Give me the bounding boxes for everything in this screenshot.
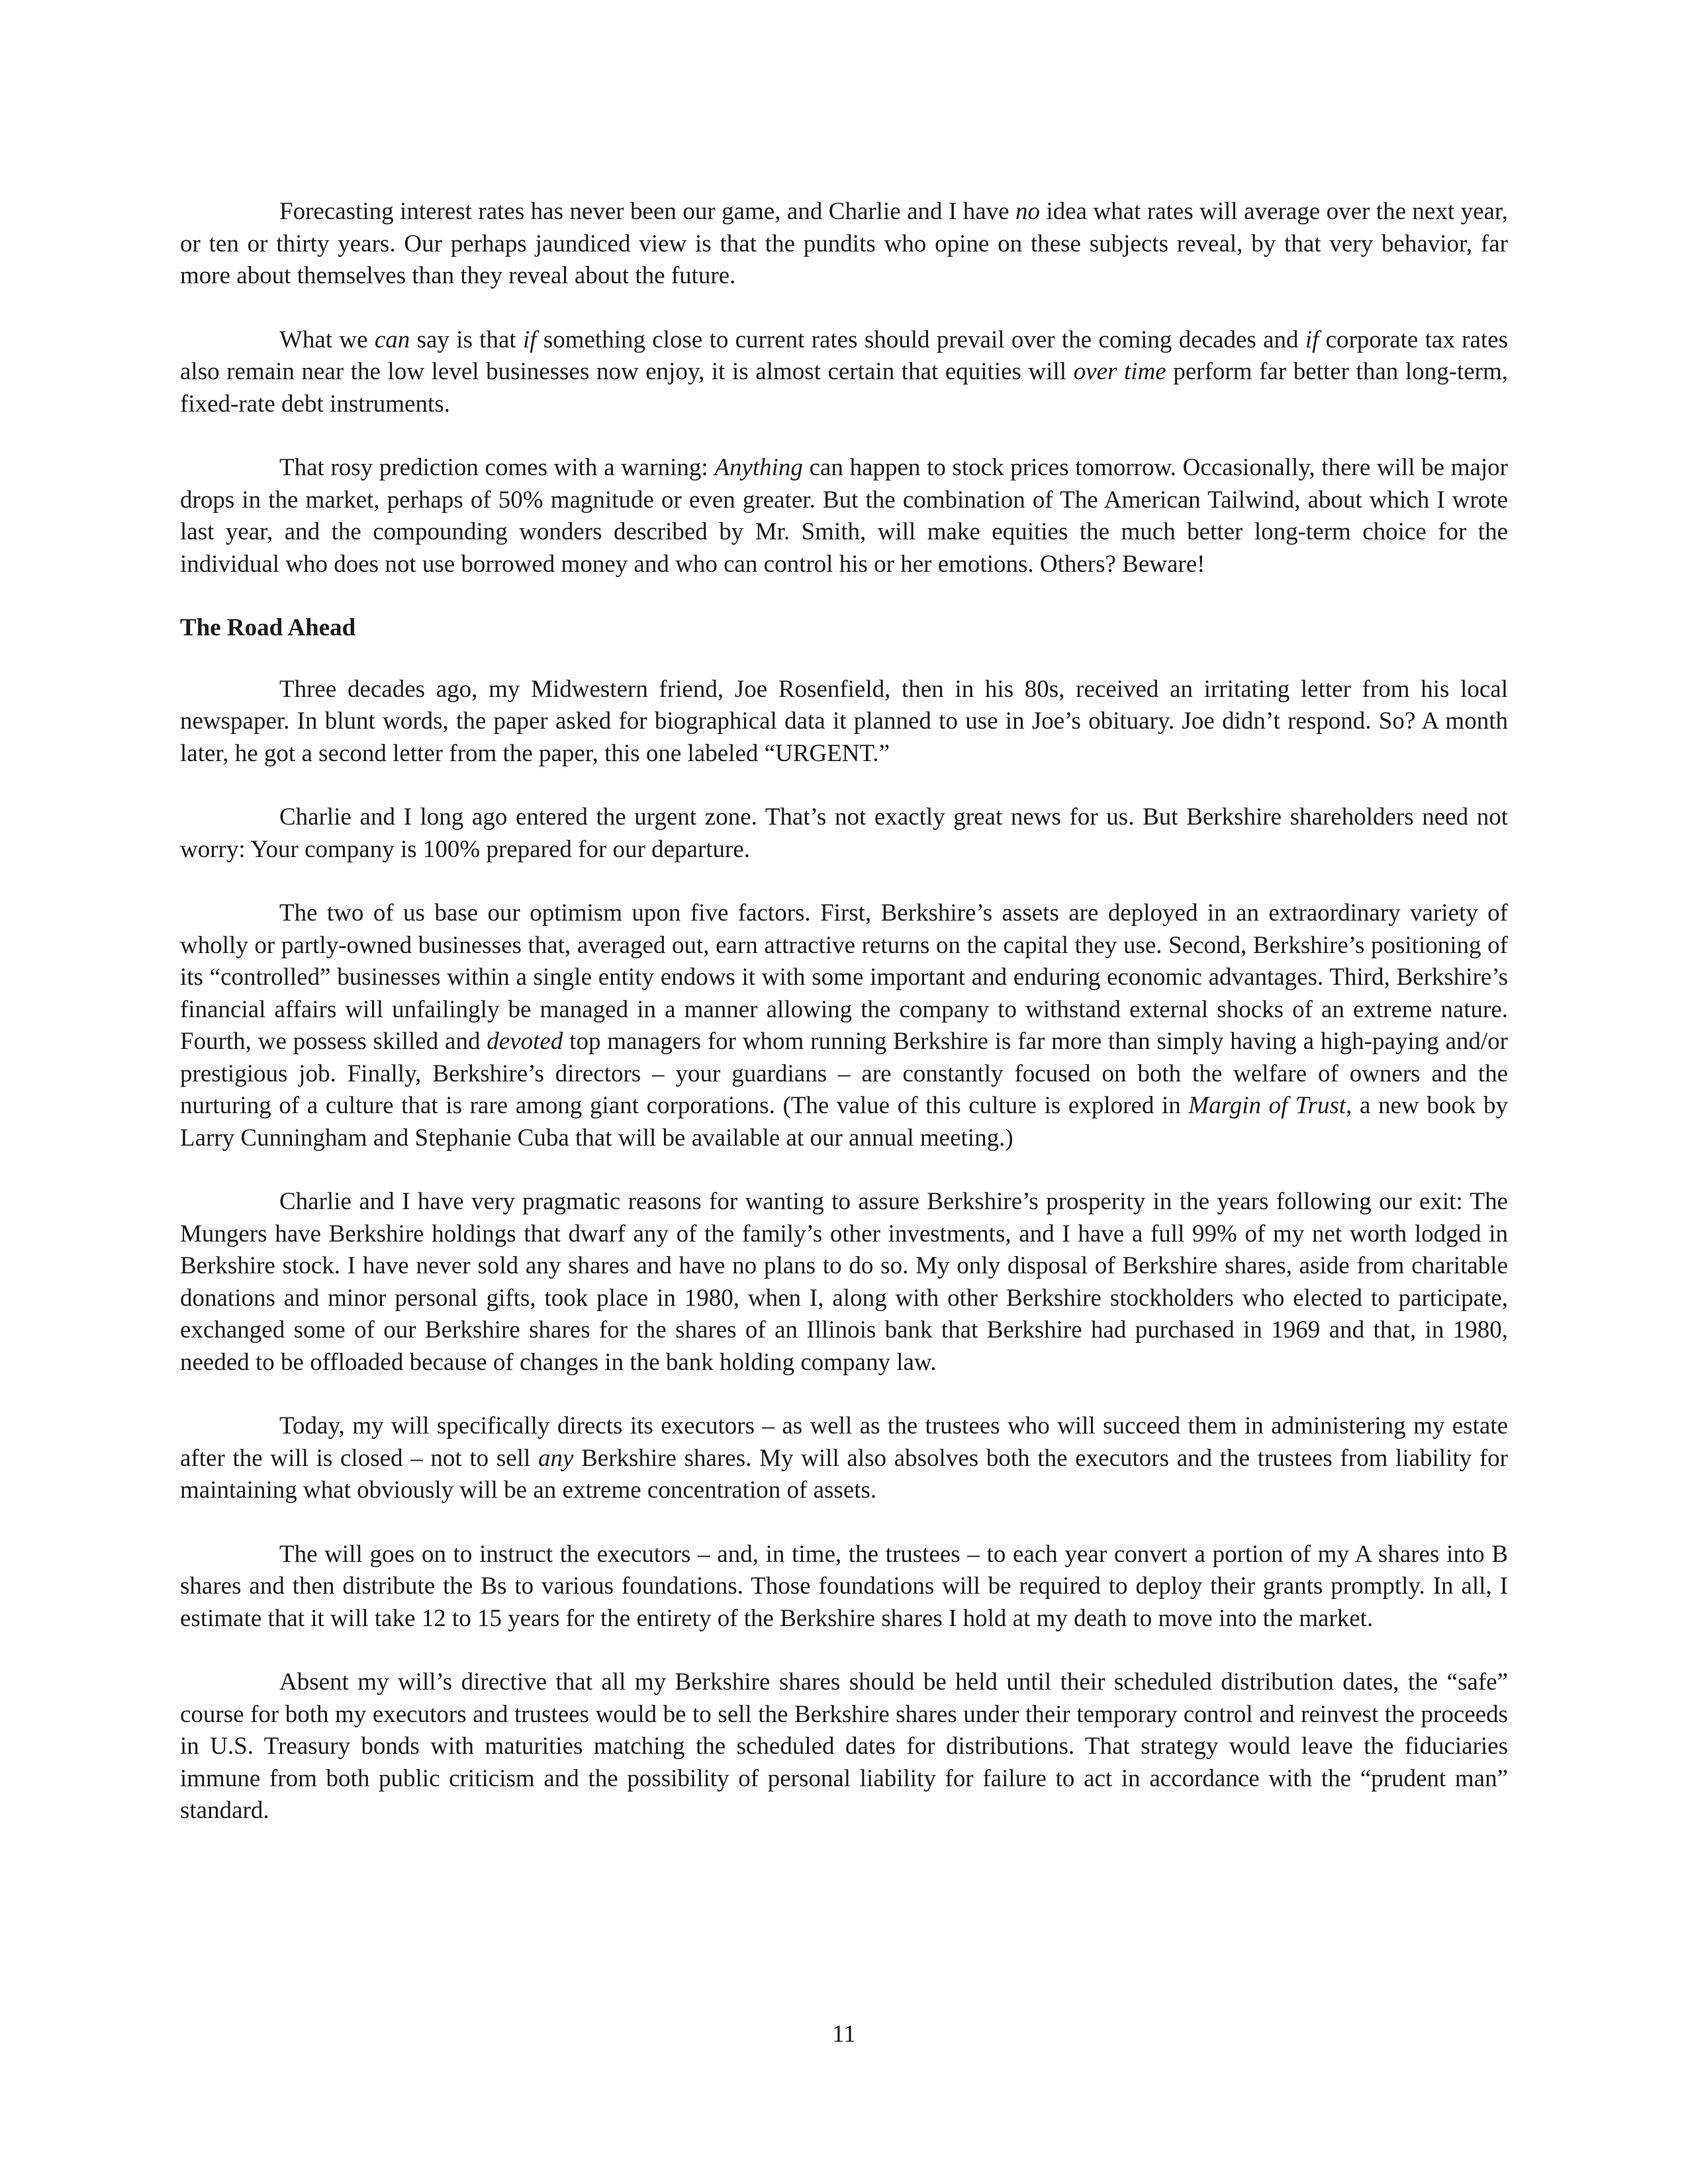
body-paragraph	[180, 1410, 1508, 1507]
paragraph-text: Forecasting interest rates has never been our game, and Charlie and I have	[279, 198, 1016, 225]
body-paragraph	[180, 897, 1508, 1154]
paragraph-text: The will goes on to instruct the executors – and, in time, the trustees – to each year convert a portion of my A shares into B shares and then distribute the Bs to various foundations. Those foundations will be required to deploy their grants promptly. In all, I estimate that it will take 12 to 15 years for the entirety of the Berkshire shares I hold at my death to move into the market.	[180, 1540, 1508, 1632]
paragraph-text: Charlie and I have very pragmatic reasons for wanting to assure Berkshire’s prosperity in the years following our exit: The Mungers have Berkshire holdings that dwarf any of the family’s other investments, and I have a full 99% of my net worth lodged in Berkshire stock. I have never sold any shares and have no plans to do so. My only disposal of Berkshire shares, aside from charitable donations and minor personal gifts, took place in 1980, when I, along with other Berkshire stockholders who elected to participate, exchanged some of our Berkshire shares for the shares of an Illinois bank that Berkshire had purchased in 1969 and that, in 1980, needed to be offloaded because of changes in the bank holding company law.	[180, 1188, 1508, 1376]
body-paragraph	[180, 674, 1508, 770]
page-number: 11	[832, 2021, 856, 2048]
paragraph-text: The two of us base our optimism upon five factors. First, Berkshire’s assets are deployed in an extraordinary variety of wholly or partly-owned businesses that, averaged out, earn attractive returns on the capital they use. Second, Berkshire’s positioning of its “controlled” businesses within a single entity endows it with some important and enduring economic advantages. Third, Berkshire’s financial affairs will unfailingly be managed in a manner allowing the company to withstand external shocks of an extreme nature. Fourth, we possess skilled and	[180, 899, 1508, 1055]
body-paragraph	[180, 1666, 1508, 1827]
paragraph-text: say is that	[410, 326, 523, 353]
paragraph-text: can happen to stock prices tomorrow. Occasionally, there will be major drops in the market, perhaps of 50% magnitude or even greater. But the combination of The American Tailwind, about which I wrote last year, and the compounding wonders described by Mr. Smith, will make equities the much better long-term choice for the individual who does not use borrowed money and who can control his or her emotions. Others? Beware!	[180, 454, 1509, 578]
body-paragraph	[180, 801, 1508, 866]
italic-text: if	[1305, 326, 1319, 353]
paragraph-text: Charlie and I long ago entered the urgent zone. That’s not exactly great news for us. But Berkshire shareholders need not worry: Your company is 100% prepared for our departure.	[180, 803, 1508, 863]
italic-text: no	[1015, 198, 1041, 225]
section-heading: The Road Ahead	[180, 614, 356, 641]
paragraph-text: idea what rates will average over the next year, or ten or thirty years. Our perhaps jaundiced view is that the pundits who opine on these subjects reveal, by that very behavior, far more about themselves than they reveal about the future.	[180, 198, 1508, 289]
paragraph-text: What we	[279, 326, 375, 353]
italic-text: can	[374, 326, 410, 353]
body-paragraph	[180, 452, 1508, 580]
body-paragraph	[180, 196, 1508, 293]
paragraph-text: Three decades ago, my Midwestern friend, Joe Rosenfield, then in his 80s, received an irritating letter from his local newspaper. In blunt words, the paper asked for biographical data it planned to use in Joe’s obituary. Joe didn’t respond. So? A month later, he got a second letter from the paper, this one labeled “URGENT.”	[180, 675, 1508, 767]
paragraph-text: Today, my will specifically directs its executors – as well as the trustees who will succeed them in administering my estate after the will is closed – not to sell	[180, 1412, 1508, 1472]
italic-text: devoted	[487, 1028, 563, 1055]
body-paragraph	[180, 324, 1508, 421]
paragraph-text: corporate tax rates also remain near the low level businesses now enjoy, it is almost certain that equities will	[180, 326, 1508, 385]
italic-text: Margin of Trust	[1188, 1092, 1346, 1119]
body-paragraph	[180, 1186, 1508, 1379]
paragraph-text: Absent my will’s directive that all my Berkshire shares should be held until their scheduled distribution dates, the “safe” course for both my executors and trustees would be to sell the Berkshire shares under their temporary control and reinvest the proceeds in U.S. Treasury bonds with maturities matching the scheduled dates for distributions. That strategy would leave the fiduciaries immune from both public criticism and the possibility of personal liability for failure to act in accordance with the “prudent man” standard.	[180, 1668, 1508, 1824]
paragraph-text: , a new book by Larry Cunningham and Stephanie Cuba that will be available at our annual meeting.)	[180, 1092, 1508, 1152]
paragraph-text: something close to current rates should prevail over the coming decades and	[536, 326, 1305, 353]
body-paragraph	[180, 1539, 1508, 1635]
paragraph-text: perform far better than long-term, fixed-rate debt instruments.	[180, 358, 1508, 418]
paragraphs-after-heading	[180, 674, 1508, 1827]
italic-text: Anything	[714, 454, 803, 481]
paragraph-text: Berkshire shares. My will also absolves both the executors and the trustees from liability for maintaining what obviously will be an extreme concentration of assets.	[180, 1444, 1508, 1504]
italic-text: over time	[1073, 358, 1166, 385]
italic-text: if	[522, 326, 537, 353]
paragraph-text: That rosy prediction comes with a warning:	[279, 454, 715, 481]
italic-text: any	[538, 1444, 574, 1472]
paragraph-text: top managers for whom running Berkshire is far more than simply having a high-paying and/or prestigious job. Finally, Berkshire’s directors – your guardians – are constantly focused on both the welfare of owners and the nurturing of a culture that is rare among giant corporations. (The value of this culture is explored in	[180, 1028, 1508, 1119]
paragraphs-before-heading	[180, 196, 1508, 580]
letter-page-body	[180, 196, 1508, 1859]
